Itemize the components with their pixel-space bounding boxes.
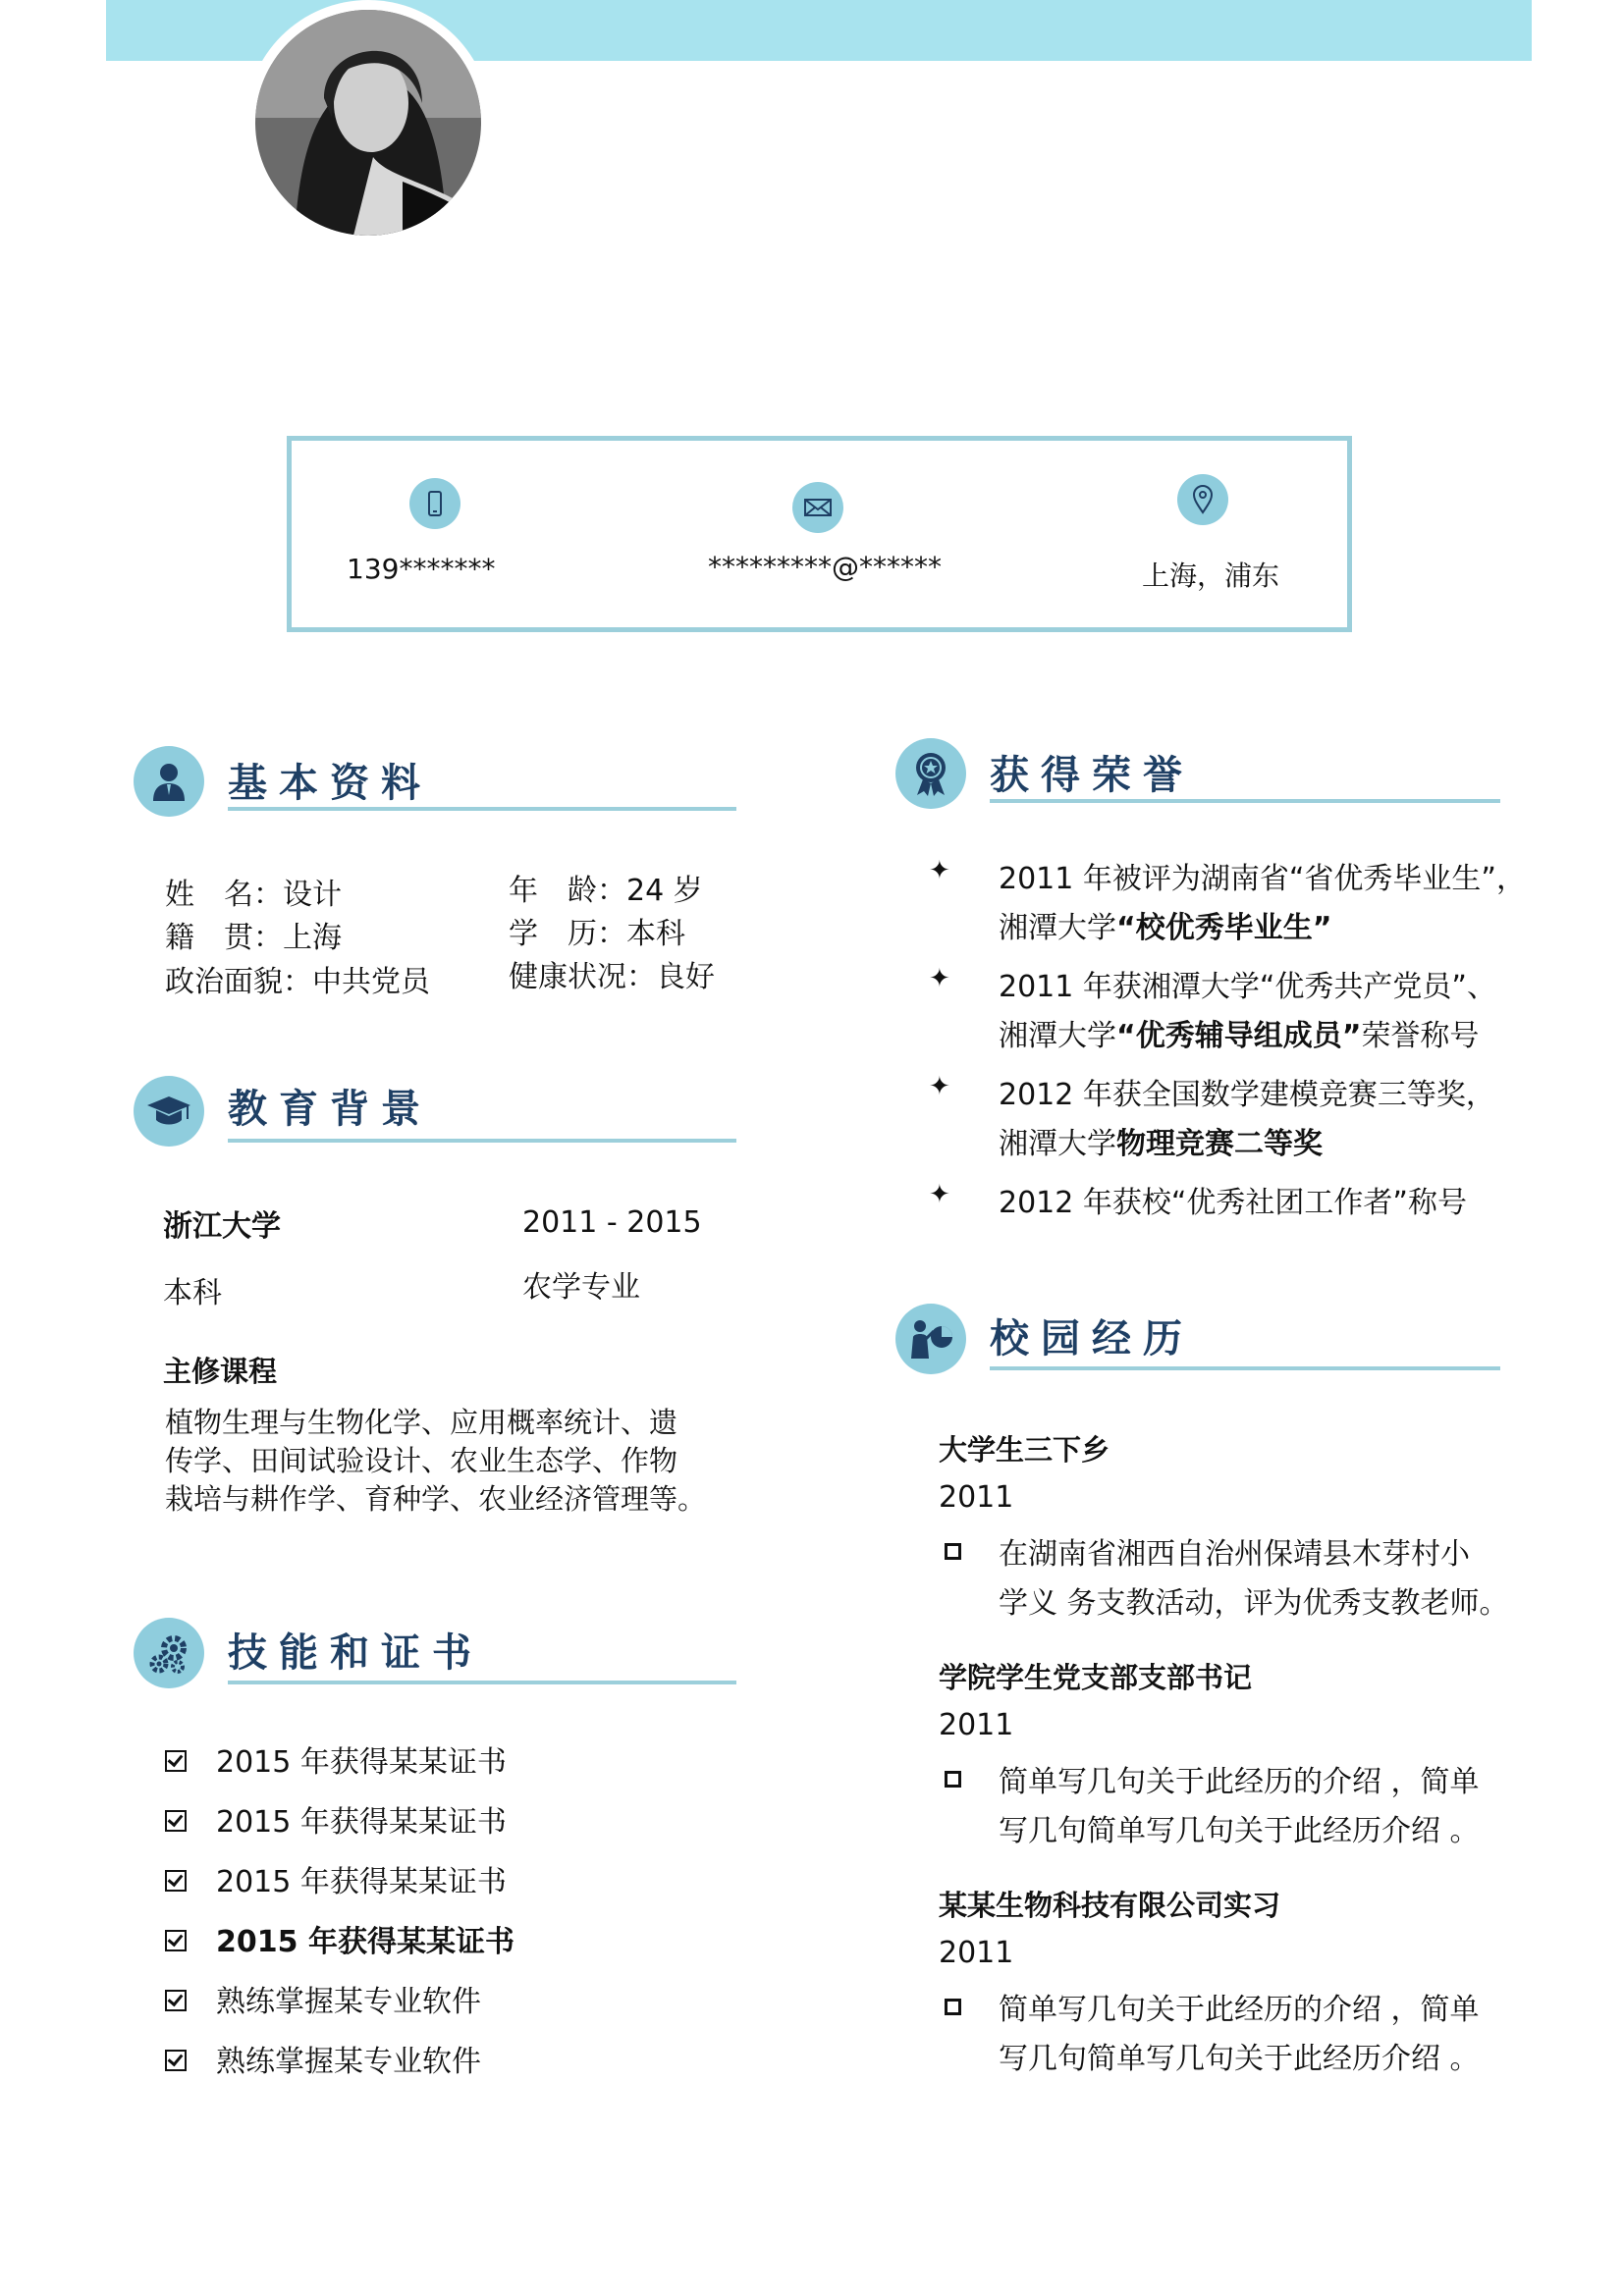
skill-text: 2015 年获得某某证书 — [216, 1745, 507, 1780]
experience-title: 某某生物科技有限公司实习 — [939, 1889, 1281, 1922]
checkbox-icon — [165, 1930, 187, 1951]
skill-text: 2015 年获得某某证书 — [216, 1925, 514, 1959]
experience-title: 大学生三下乡 — [939, 1433, 1110, 1467]
envelope-icon — [792, 482, 843, 533]
experience-year: 2011 — [939, 1708, 1014, 1742]
skill-text: 熟练掌握某专业软件 — [216, 2045, 481, 2079]
courses-line: 栽培与耕作学、育种学、农业经济管理等。 — [165, 1482, 707, 1516]
experience-desc: 写几句简单写几句关于此经历介绍 。 — [999, 1814, 1480, 1848]
experience-year: 2011 — [939, 1480, 1014, 1515]
square-bullet-icon — [945, 1543, 961, 1560]
experience-title: 学院学生党支部支部书记 — [939, 1661, 1253, 1694]
phone-icon — [409, 478, 460, 529]
checkbox-icon — [165, 1870, 187, 1892]
basic-degree: 学 历：本科 — [509, 917, 685, 951]
section-title-skills: 技能和证书 — [228, 1630, 483, 1676]
honor-line: 2012 年获全国数学建模竞赛三等奖， — [999, 1078, 1495, 1112]
experience-desc: 简单写几句关于此经历的介绍 ，简单 — [999, 1765, 1480, 1799]
contact-box — [287, 436, 1352, 632]
honor-line — [999, 903, 1331, 946]
section-divider — [990, 1366, 1500, 1370]
skill-text: 2015 年获得某某证书 — [216, 1865, 507, 1899]
list-item — [165, 1797, 507, 1841]
honor-line: 2011 年获湘潭大学“优秀共产党员”、 — [999, 970, 1496, 1004]
email-text: *********@****** — [708, 551, 942, 583]
square-bullet-icon — [945, 1999, 961, 2015]
honor-line — [999, 1119, 1323, 1162]
list-item — [165, 1857, 507, 1900]
section-divider — [228, 1139, 736, 1143]
star-bullet-icon: ✦ — [929, 1072, 950, 1101]
location-pin-icon — [1177, 474, 1228, 525]
honor-text: 湘潭大学 — [999, 1019, 1116, 1053]
basic-political: 政治面貌：中共党员 — [165, 965, 430, 999]
list-item — [165, 2037, 481, 2080]
honor-emphasis: “校优秀毕业生” — [1116, 911, 1332, 945]
skill-text: 熟练掌握某专业软件 — [216, 1985, 481, 2019]
basic-age: 年 龄：24 岁 — [509, 874, 703, 908]
star-bullet-icon: ✦ — [929, 964, 950, 993]
square-bullet-icon — [945, 1771, 961, 1788]
section-divider — [228, 807, 736, 811]
courses-title: 主修课程 — [163, 1355, 278, 1388]
honor-line — [999, 1011, 1479, 1054]
edu-level: 本科 — [163, 1276, 222, 1310]
edu-period: 2011 - 2015 — [522, 1205, 702, 1240]
section-divider — [990, 799, 1500, 803]
gears-icon — [134, 1618, 204, 1688]
profile-photo — [245, 0, 491, 245]
award-medal-icon — [895, 738, 966, 809]
section-title-campus: 校园经历 — [990, 1316, 1194, 1362]
courses-line: 传学、田间试验设计、农业生态学、作物 — [165, 1444, 678, 1477]
section-title-education: 教育背景 — [228, 1087, 432, 1132]
list-item — [165, 1737, 507, 1781]
edu-major: 农学专业 — [522, 1270, 640, 1305]
edu-school: 浙江大学 — [163, 1209, 281, 1244]
presentation-icon — [895, 1304, 966, 1374]
basic-health: 健康状况：良好 — [509, 960, 715, 994]
section-divider — [228, 1681, 736, 1684]
graduation-cap-icon — [134, 1076, 204, 1147]
honor-line: 2011 年被评为湖南省“省优秀毕业生”， — [999, 862, 1526, 896]
honor-text: 荣誉称号 — [1361, 1019, 1480, 1053]
experience-desc: 学义 务支教活动，评为优秀支教老师。 — [999, 1586, 1509, 1621]
honor-text: 湘潭大学 — [999, 1127, 1116, 1161]
basic-origin: 籍 贯：上海 — [165, 921, 342, 955]
honor-emphasis: “优秀辅导组成员” — [1116, 1019, 1362, 1053]
experience-desc: 简单写几句关于此经历的介绍 ，简单 — [999, 1993, 1480, 2027]
basic-name: 姓 名：设计 — [165, 878, 342, 912]
checkbox-icon — [165, 1810, 187, 1832]
honor-text: 湘潭大学 — [999, 911, 1116, 945]
section-title-honors: 获得荣誉 — [990, 753, 1194, 798]
experience-desc: 在湖南省湘西自治州保靖县木芽村小 — [999, 1537, 1470, 1572]
checkbox-icon — [165, 2050, 187, 2071]
honor-emphasis: 物理竞赛二等奖 — [1116, 1127, 1323, 1161]
experience-year: 2011 — [939, 1936, 1014, 1970]
person-icon — [134, 746, 204, 817]
location-text: 上海，浦东 — [1142, 560, 1280, 592]
star-bullet-icon: ✦ — [929, 1180, 950, 1209]
courses-text — [165, 1404, 706, 1519]
section-title-basic: 基本资料 — [228, 761, 432, 806]
courses-line: 植物生理与生物化学、应用概率统计、遗 — [165, 1406, 678, 1439]
phone-text: 139******* — [347, 553, 496, 585]
checkbox-icon — [165, 1750, 187, 1772]
list-item — [165, 1917, 514, 1960]
star-bullet-icon: ✦ — [929, 856, 950, 885]
experience-desc: 写几句简单写几句关于此经历介绍 。 — [999, 2042, 1480, 2076]
honor-line: 2012 年获校“优秀社团工作者”称号 — [999, 1186, 1467, 1220]
skill-text: 2015 年获得某某证书 — [216, 1805, 507, 1840]
portrait-image — [255, 10, 481, 236]
checkbox-icon — [165, 1990, 187, 2011]
list-item — [165, 1977, 481, 2020]
